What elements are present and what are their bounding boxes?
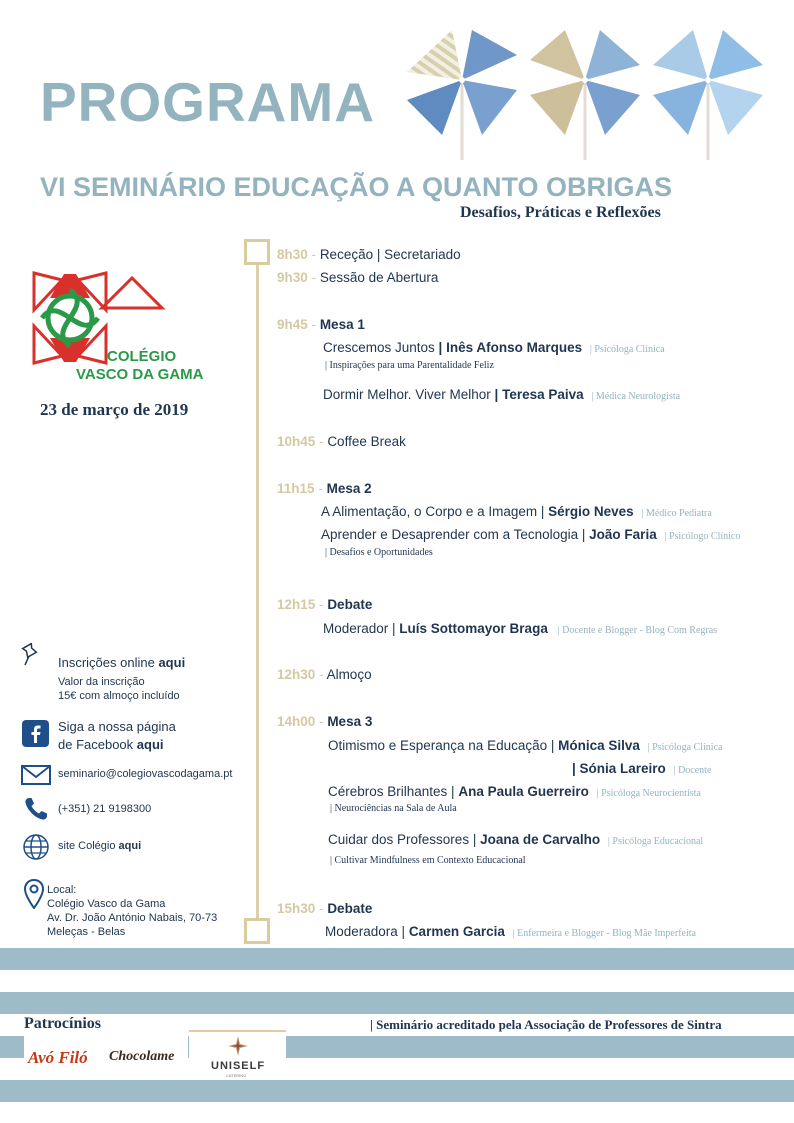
- item-title: Almoço: [326, 667, 372, 682]
- location-city: Meleças - Belas: [47, 926, 126, 938]
- time-label: 14h00: [277, 714, 316, 729]
- pinwheel-1: [407, 30, 517, 160]
- talk-title: Otimismo e Esperança na Educação |: [328, 738, 559, 753]
- page-title: PROGRAMA: [40, 71, 375, 133]
- email-icon: [21, 765, 51, 785]
- accreditation-note: | Seminário acreditado pela Associação de Professores de Sintra: [370, 1017, 722, 1032]
- decorative-stripe: [0, 948, 794, 970]
- talk-subtitle: | Neurociências na Sala de Aula: [330, 803, 457, 814]
- item-title: Sessão de Abertura: [319, 270, 439, 285]
- timeline-end-marker: [244, 918, 270, 944]
- globe-icon: [22, 833, 50, 861]
- speaker-name: Mónica Silva: [558, 738, 640, 753]
- speaker-role: | Docente: [673, 765, 712, 776]
- item-title: Mesa 1: [319, 317, 365, 332]
- speaker-name: | Inês Afonso Marques: [438, 340, 583, 355]
- talk: [325, 924, 696, 940]
- time-label: 9h30: [277, 270, 308, 285]
- schedule-item: 10h45 - Coffee Break: [277, 434, 406, 449]
- location-name: Colégio Vasco da Gama: [47, 898, 166, 910]
- talk-title: Crescemos Juntos: [323, 340, 439, 355]
- item-title: Debate: [327, 597, 373, 612]
- talk: [572, 761, 711, 777]
- facebook-icon[interactable]: [22, 720, 49, 747]
- facebook-line1: Siga a nossa página: [58, 719, 176, 734]
- speaker-role: | Médica Neurologista: [591, 391, 681, 402]
- phone-number[interactable]: (+351) 21 9198300: [58, 803, 152, 815]
- speaker-role: | Médico Pediatra: [641, 508, 712, 519]
- site-line: site Colégio aqui: [58, 840, 142, 852]
- speaker-role: | Psicóloga Clínica: [647, 742, 723, 753]
- time-label: 12h15: [277, 597, 316, 612]
- talk-title: Moderadora |: [325, 924, 409, 939]
- speaker-role: | Psicóloga Clínica: [589, 344, 665, 355]
- time-label: 12h30: [277, 667, 316, 682]
- decorative-stripe: [0, 992, 794, 1014]
- talk: [323, 340, 665, 356]
- schedule-item: 9h30 - Sessão de Abertura: [277, 270, 439, 285]
- sponsor-logo-avo-filo: Avó Filó: [24, 1034, 104, 1078]
- sponsor-logo-uniself: UNISELF CATERING: [189, 1030, 286, 1078]
- uniself-star-icon: [227, 1035, 249, 1057]
- item-title: Receção | Secretariado: [319, 247, 461, 262]
- schedule-item: 12h15 - Debate: [277, 597, 373, 612]
- speaker-role: | Psicólogo Clínico: [664, 531, 741, 542]
- seminar-tagline: Desafios, Práticas e Reflexões: [460, 204, 661, 221]
- schedule-item: 15h30 - Debate: [277, 901, 373, 916]
- speaker-name: Luís Sottomayor Braga: [399, 621, 548, 636]
- talk-title: Cuidar dos Professores |: [328, 832, 481, 847]
- speaker-name: | Teresa Paiva: [494, 387, 584, 402]
- sponsors-label: Patrocínios: [24, 1015, 102, 1032]
- talk: [328, 738, 722, 754]
- talk: [323, 387, 680, 403]
- talk: [323, 621, 717, 637]
- speaker-role: | Docente e Blogger - Blog Com Regras: [557, 625, 718, 636]
- schedule-item: 9h45 - Mesa 1: [277, 317, 365, 332]
- location-label: Local:: [47, 884, 77, 896]
- timeline-start-marker: [244, 239, 270, 265]
- location-address: Av. Dr. João António Nabais, 70-73: [47, 912, 218, 924]
- event-date: 23 de março de 2019: [40, 400, 189, 419]
- decorative-stripe: [0, 1080, 794, 1102]
- speaker-role: | Psicóloga Neurocientista: [596, 788, 701, 799]
- talk: [328, 784, 701, 800]
- schedule-item: 11h15 - Mesa 2: [277, 481, 372, 496]
- talk-title: Moderador |: [323, 621, 400, 636]
- facebook-link[interactable]: aqui: [136, 737, 164, 752]
- speaker-role: | Enfermeira e Blogger - Blog Mãe Imperfeita: [512, 928, 696, 939]
- talk: [321, 504, 712, 520]
- speaker-name: Ana Paula Guerreiro: [458, 784, 589, 799]
- talk-title: A Alimentação, o Corpo e a Imagem |: [321, 504, 549, 519]
- speaker-role: | Psicóloga Educacional: [607, 836, 704, 847]
- talk-subtitle: | Desafios e Oportunidades: [325, 547, 433, 558]
- talk-title: Cérebros Brilhantes |: [328, 784, 459, 799]
- time-label: 15h30: [277, 901, 316, 916]
- item-title: Mesa 3: [327, 714, 373, 729]
- sponsor-logo-chocolame: Chocolame: [104, 1034, 188, 1078]
- site-link[interactable]: aqui: [118, 840, 142, 852]
- price-label: Valor da inscrição: [58, 676, 145, 688]
- timeline-line: [256, 258, 259, 918]
- colegio-logo: [32, 268, 212, 383]
- facebook-line2: de Facebook aqui: [58, 737, 164, 752]
- item-title: Mesa 2: [326, 481, 372, 496]
- item-title: Coffee Break: [327, 434, 406, 449]
- location-pin-icon: [24, 879, 44, 909]
- time-label: 8h30: [277, 247, 308, 262]
- time-label: 9h45: [277, 317, 308, 332]
- schedule-item: 14h00 - Mesa 3: [277, 714, 373, 729]
- pinwheels-illustration: [400, 25, 770, 165]
- schedule-item: 12h30 - Almoço: [277, 667, 372, 682]
- speaker-name: Joana de Carvalho: [480, 832, 601, 847]
- schedule-item: 8h30 - Receção | Secretariado: [277, 247, 461, 262]
- pinwheel-2: [530, 30, 640, 160]
- phone-icon: [23, 796, 49, 822]
- pinwheel-3: [653, 30, 763, 160]
- time-label: 10h45: [277, 434, 316, 449]
- talk: [328, 832, 703, 848]
- pushpin-icon: [20, 643, 42, 667]
- speaker-name: | Sónia Lareiro: [572, 761, 666, 776]
- talk-title: Dormir Melhor. Viver Melhor: [323, 387, 495, 402]
- email-link[interactable]: seminario@colegiovascodagama.pt: [58, 768, 233, 780]
- registration-link[interactable]: aqui: [158, 655, 186, 670]
- speaker-name: Carmen Garcia: [408, 924, 505, 939]
- talk: [321, 527, 740, 543]
- speaker-name: Sérgio Neves: [548, 504, 634, 519]
- talk-subtitle: | Cultivar Mindfulness em Contexto Educacional: [330, 855, 526, 866]
- price-value: 15€ com almoço incluído: [58, 690, 180, 702]
- item-title: Debate: [327, 901, 373, 916]
- talk-title: Aprender e Desaprender com a Tecnologia |: [321, 527, 590, 542]
- speaker-name: João Faria: [589, 527, 657, 542]
- seminar-title: VI SEMINÁRIO EDUCAÇÃO A QUANTO OBRIGAS: [40, 172, 673, 202]
- logo-line2: VASCO DA GAMA: [76, 366, 204, 383]
- talk-subtitle: | Inspirações para uma Parentalidade Feliz: [325, 360, 494, 371]
- time-label: 11h15: [277, 481, 315, 496]
- logo-line1: COLÉGIO: [107, 348, 177, 365]
- registration-line: Inscrições online aqui: [58, 655, 186, 670]
